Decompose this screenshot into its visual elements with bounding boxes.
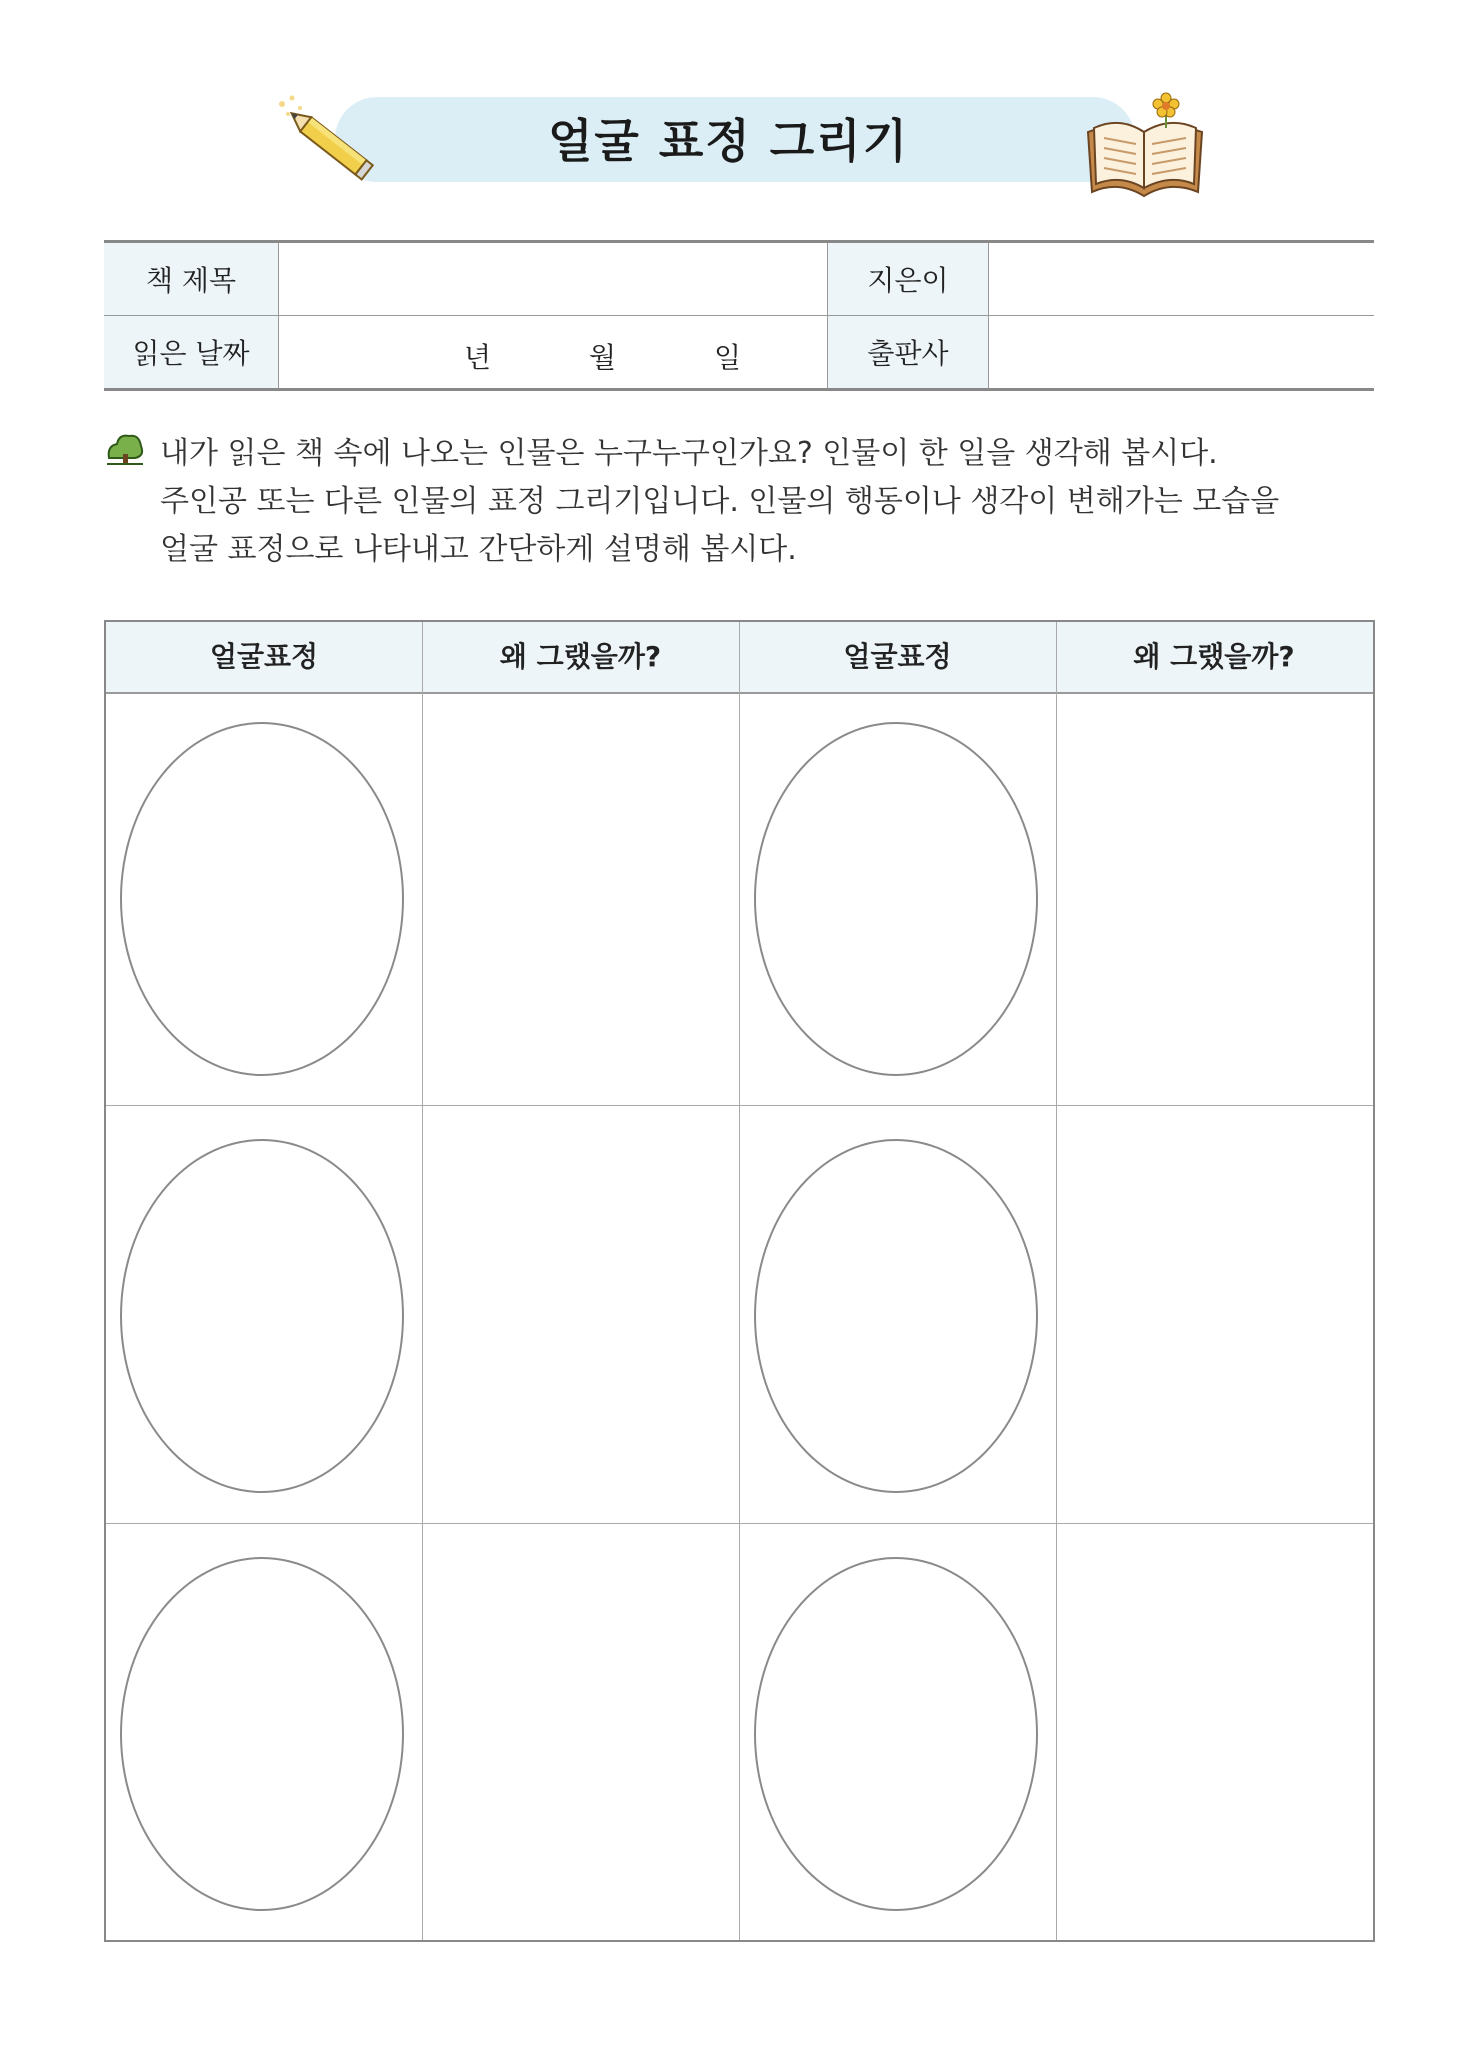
- face-oval[interactable]: [754, 722, 1038, 1076]
- header-why-1: 왜 그랬을까?: [499, 640, 662, 673]
- month-unit: 월: [589, 341, 617, 374]
- instruction-line-3: 얼굴 표정으로 나타내고 간단하게 설명해 봅시다.: [160, 532, 797, 567]
- face-expression-grid: [104, 620, 1375, 1942]
- face-oval[interactable]: [754, 1557, 1038, 1911]
- book-title-field[interactable]: [279, 242, 828, 316]
- date-field[interactable]: [279, 316, 828, 390]
- instruction-line-1: 내가 읽은 책 속에 나오는 인물은 누구누구인가요? 인물이 한 일을 생각해 봅시다.: [160, 436, 1218, 471]
- row-divider: [106, 1105, 1373, 1106]
- face-oval[interactable]: [754, 1139, 1038, 1493]
- publisher-field[interactable]: [989, 316, 1375, 390]
- face-oval[interactable]: [120, 1557, 404, 1911]
- page-title: 얼굴 표정 그리기: [547, 114, 910, 168]
- author-label: 지은이: [828, 242, 989, 316]
- face-oval[interactable]: [120, 1139, 404, 1493]
- column-divider: [422, 622, 423, 1940]
- column-divider: [1056, 622, 1057, 1940]
- author-field[interactable]: [989, 242, 1375, 316]
- row-divider: [106, 1523, 1373, 1524]
- header-why-2: 왜 그랬을까?: [1133, 640, 1295, 673]
- book-title-label: 책 제목: [104, 242, 279, 316]
- day-unit: 일: [714, 341, 742, 374]
- year-unit: 년: [464, 341, 492, 374]
- tree-icon: [105, 428, 145, 468]
- header-face-1: 얼굴표정: [209, 640, 319, 673]
- book-info-table: [104, 240, 1374, 391]
- date-label: 읽은 날짜: [104, 316, 279, 390]
- face-oval[interactable]: [120, 722, 404, 1076]
- header-face-2: 얼굴표정: [843, 640, 952, 673]
- publisher-label: 출판사: [828, 316, 989, 390]
- instruction-line-2: 주인공 또는 다른 인물의 표정 그리기입니다. 인물의 행동이나 생각이 변해가는 모습을: [160, 484, 1280, 519]
- column-divider: [739, 622, 740, 1940]
